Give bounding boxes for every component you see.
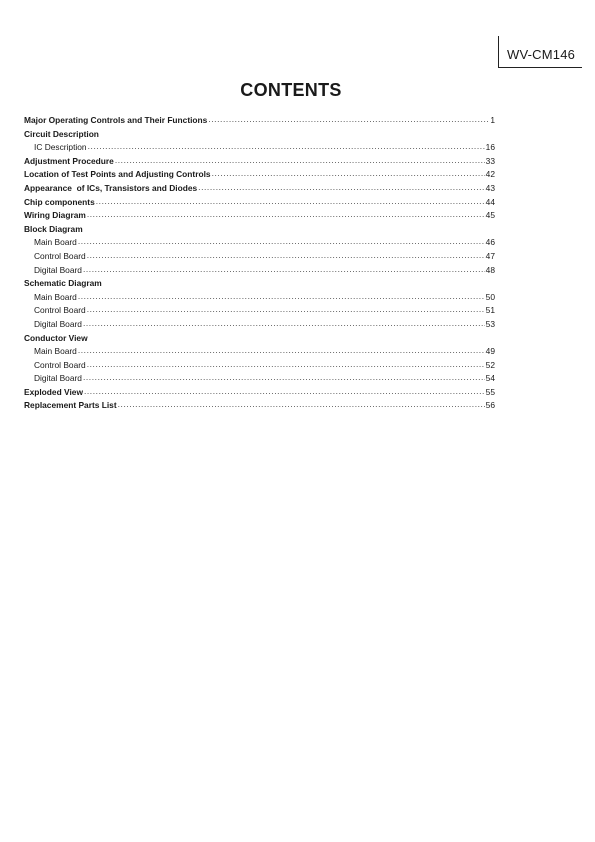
toc-leader-dots xyxy=(83,317,485,331)
page-title: CONTENTS xyxy=(240,80,342,100)
toc-entry-schematic-digital-board[interactable] xyxy=(24,318,495,332)
model-number: WV-CM146 xyxy=(507,47,576,62)
toc-leader-dots xyxy=(87,249,485,263)
toc-page-number: 46 xyxy=(485,237,495,248)
toc-leader-dots xyxy=(87,303,485,317)
toc-leader-dots xyxy=(87,358,485,372)
toc-leader-dots xyxy=(198,181,485,195)
toc-entry-conductor-main-board[interactable] xyxy=(24,345,495,359)
toc-entry-label: Adjustment Procedure xyxy=(24,155,114,166)
toc-page-number: 53 xyxy=(485,318,495,329)
toc-entry-label: Digital Board xyxy=(34,318,82,329)
toc-leader-dots xyxy=(118,398,485,412)
toc-page-number: 42 xyxy=(485,169,495,180)
toc-page-number: 49 xyxy=(485,346,495,357)
toc-entry-conductor-digital-board[interactable] xyxy=(24,372,495,386)
toc-entry-block-control-board[interactable] xyxy=(24,250,495,264)
toc-leader-dots xyxy=(78,235,485,249)
toc-leader-dots xyxy=(83,371,485,385)
toc-leader-dots xyxy=(78,290,485,304)
toc-leader-dots xyxy=(84,385,485,399)
toc-entry-chip-components[interactable] xyxy=(24,196,495,210)
toc-entry-label: Exploded View xyxy=(24,386,83,397)
toc-leader-dots xyxy=(96,195,485,209)
toc-entry-label: Digital Board xyxy=(34,264,82,275)
toc-entry-location-test-points[interactable] xyxy=(24,168,495,182)
toc-page-number: 43 xyxy=(485,182,495,193)
toc-heading-block-diagram xyxy=(24,223,495,237)
toc-entry-label: Digital Board xyxy=(34,373,82,384)
toc-entry-wiring-diagram[interactable] xyxy=(24,209,495,223)
toc-heading-schematic-diagram xyxy=(24,277,495,291)
toc-leader-dots xyxy=(87,208,485,222)
toc-page-number: 52 xyxy=(485,359,495,370)
toc-entry-label: Main Board xyxy=(34,346,77,357)
toc-leader-dots xyxy=(115,154,485,168)
toc-page-number: 45 xyxy=(485,210,495,221)
toc-page-number: 44 xyxy=(485,196,495,207)
toc-leader-dots xyxy=(83,263,485,277)
toc-entry-label: Control Board xyxy=(34,305,86,316)
toc-entry-schematic-main-board[interactable] xyxy=(24,291,495,305)
toc-page-number: 55 xyxy=(485,386,495,397)
toc-entry-replacement-parts-list[interactable] xyxy=(24,399,495,413)
toc-entry-label: Appearance of ICs, Transistors and Diodes xyxy=(24,182,198,193)
toc-entry-block-digital-board[interactable] xyxy=(24,264,495,278)
toc-entry-appearance-ics[interactable] xyxy=(24,182,495,196)
toc-leader-dots xyxy=(88,140,485,154)
toc-heading-label: Schematic Diagram xyxy=(24,278,102,289)
toc-entry-label: Control Board xyxy=(34,250,86,261)
table-of-contents xyxy=(24,114,495,413)
toc-heading-label: Conductor View xyxy=(24,332,88,343)
toc-heading-circuit-description xyxy=(24,128,495,142)
toc-page-number: 33 xyxy=(485,155,495,166)
toc-entry-major-operating-controls[interactable] xyxy=(24,114,495,128)
toc-entry-schematic-control-board[interactable] xyxy=(24,304,495,318)
model-number-box xyxy=(498,36,582,68)
toc-page-number: 51 xyxy=(485,305,495,316)
toc-entry-exploded-view[interactable] xyxy=(24,386,495,400)
toc-page-number: 48 xyxy=(485,264,495,275)
toc-entry-label: Main Board xyxy=(34,291,77,302)
toc-entry-label: Location of Test Points and Adjusting Controls xyxy=(24,169,211,180)
toc-entry-label: Main Board xyxy=(34,237,77,248)
toc-page-number: 1 xyxy=(490,115,495,125)
toc-entry-block-main-board[interactable] xyxy=(24,236,495,250)
toc-entry-adjustment-procedure[interactable] xyxy=(24,155,495,169)
toc-page-number: 50 xyxy=(485,291,495,302)
toc-heading-label: Block Diagram xyxy=(24,223,83,234)
toc-entry-label: Replacement Parts List xyxy=(24,400,117,411)
toc-entry-label: IC Description xyxy=(34,142,87,153)
toc-heading-conductor-view xyxy=(24,332,495,346)
toc-page-number: 54 xyxy=(485,373,495,384)
toc-page-number: 16 xyxy=(485,142,495,153)
toc-page-number: 56 xyxy=(485,400,495,411)
toc-entry-label: Chip components xyxy=(24,196,95,207)
toc-heading-label: Circuit Description xyxy=(24,128,99,139)
toc-entry-label: Control Board xyxy=(34,359,86,370)
toc-leader-dots xyxy=(208,113,489,127)
toc-entry-ic-description[interactable] xyxy=(24,141,495,155)
toc-leader-dots xyxy=(212,167,485,181)
toc-entry-conductor-control-board[interactable] xyxy=(24,359,495,373)
toc-leader-dots xyxy=(78,344,485,358)
toc-entry-label: Wiring Diagram xyxy=(24,210,86,221)
toc-entry-label: Major Operating Controls and Their Functions xyxy=(24,115,208,125)
toc-page-number: 47 xyxy=(485,250,495,261)
